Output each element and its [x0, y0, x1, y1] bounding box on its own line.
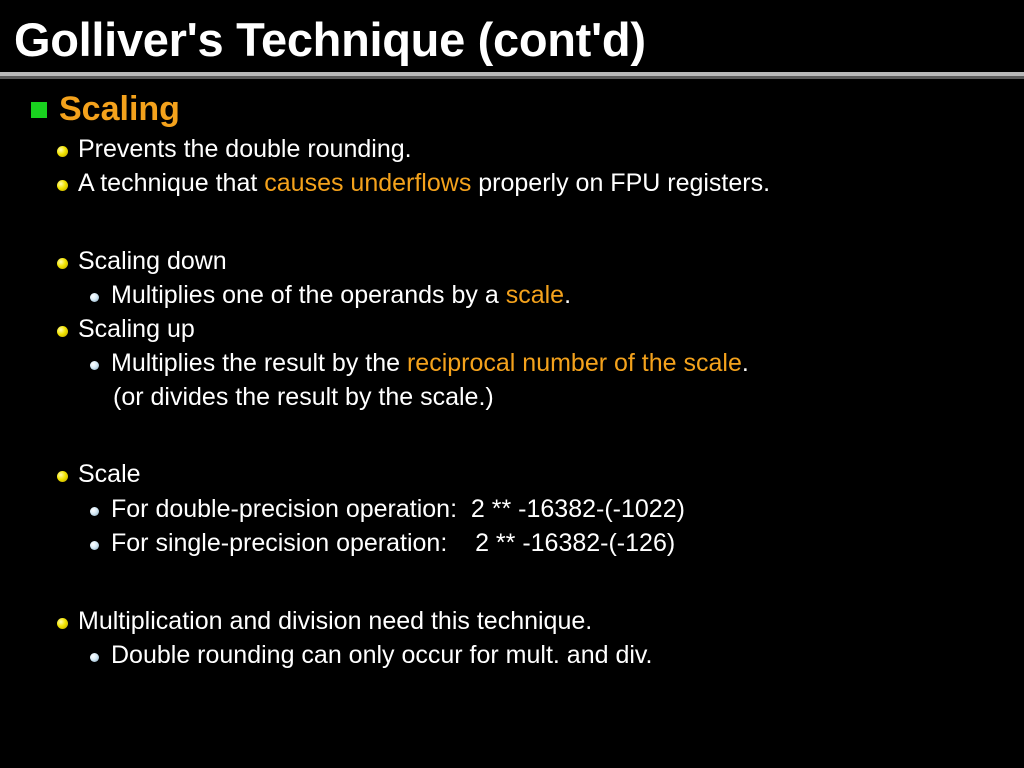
- yellow-dot-bullet-icon: [57, 258, 68, 269]
- bullet-text: [78, 169, 770, 198]
- sub-bullet-text: Double rounding can only occur for mult. and div.: [111, 641, 653, 669]
- yellow-dot-bullet-icon: [57, 618, 68, 629]
- text-segment: Multiplies one of the operands by a: [111, 281, 506, 309]
- yellow-dot-bullet-icon: [57, 180, 68, 191]
- highlighted-text: causes underflows: [264, 169, 472, 197]
- light-blue-dot-bullet-icon: [90, 653, 99, 662]
- yellow-dot-bullet-icon: [57, 326, 68, 337]
- light-blue-dot-bullet-icon: [90, 361, 99, 370]
- bullet-text: Scaling up: [78, 315, 195, 343]
- sub-bullet-text: [111, 281, 571, 310]
- light-blue-dot-bullet-icon: [90, 293, 99, 302]
- light-blue-dot-bullet-icon: [90, 541, 99, 550]
- sub-bullet-continuation: (or divides the result by the scale.): [113, 383, 494, 411]
- text-segment: properly on FPU registers.: [471, 169, 771, 197]
- text-segment: .: [741, 349, 749, 377]
- green-square-bullet-icon: [31, 102, 47, 118]
- bullet-text: Multiplication and division need this technique.: [78, 607, 593, 635]
- sub-bullet-text: For double-precision operation: 2 ** -16382-(-1022): [111, 495, 685, 523]
- yellow-dot-bullet-icon: [57, 471, 68, 482]
- slide-title: Golliver's Technique (cont'd): [14, 13, 646, 66]
- highlighted-text: scale: [505, 281, 565, 309]
- sub-bullet-text: For single-precision operation: 2 ** -16382-(-126): [111, 529, 676, 557]
- section-heading: Scaling: [59, 90, 180, 128]
- text-segment: Multiplies the result by the: [111, 349, 407, 377]
- light-blue-dot-bullet-icon: [90, 507, 99, 516]
- bullet-text: Scaling down: [78, 247, 227, 275]
- bullet-text: Prevents the double rounding.: [78, 135, 412, 163]
- yellow-dot-bullet-icon: [57, 146, 68, 157]
- highlighted-text: reciprocal number of the scale: [406, 349, 742, 377]
- text-segment: A technique that: [78, 169, 265, 197]
- sub-bullet-text: [111, 349, 749, 378]
- bullet-text: Scale: [78, 460, 141, 488]
- text-segment: .: [564, 281, 572, 309]
- title-divider-shadow: [0, 76, 1024, 79]
